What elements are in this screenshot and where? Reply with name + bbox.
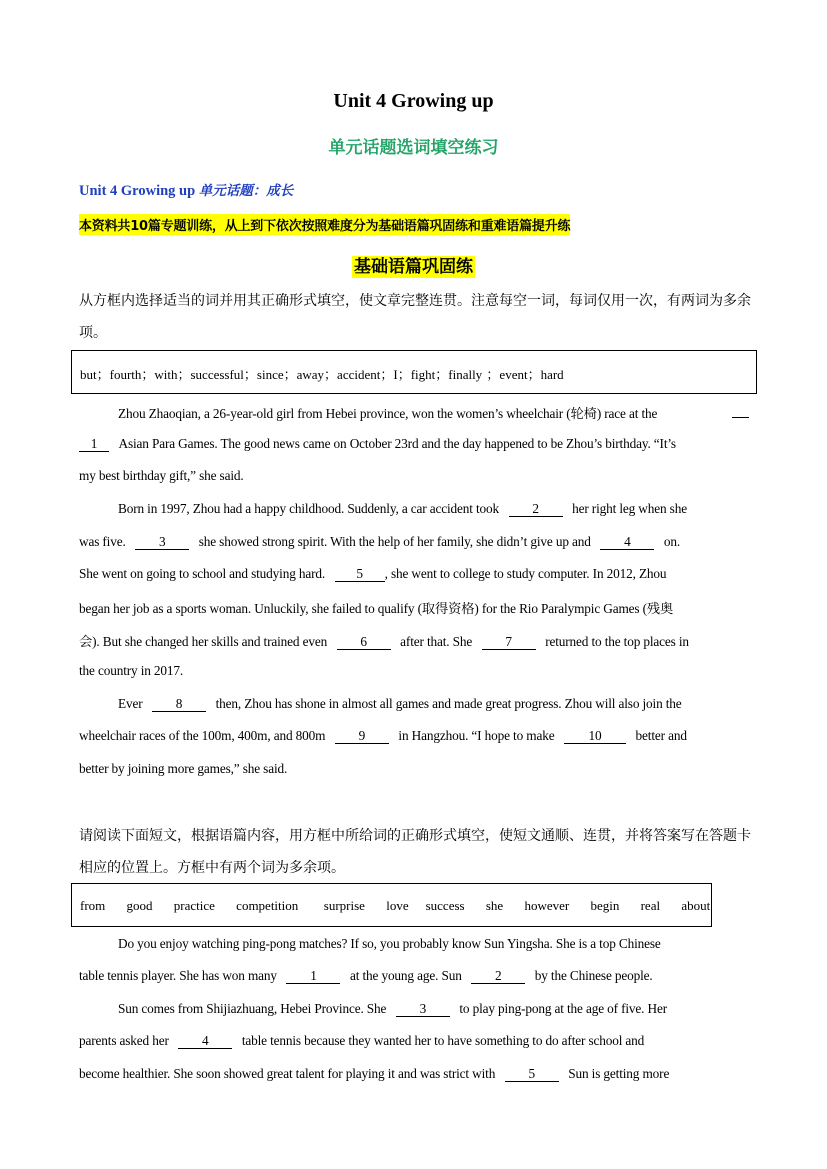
p2-blank-4[interactable]: 4 [178, 1034, 232, 1049]
blank-5[interactable]: 5 [335, 567, 385, 582]
document-subtitle: 单元话题选词填空练习 [328, 138, 499, 158]
p1-line-10: Ever 8 then, Zhou has shone in almost all games and made great progress. Zhou will also join the [118, 696, 682, 711]
unit-topic-cn: 单元话题：成长 [198, 183, 294, 199]
blank-2[interactable]: 2 [509, 502, 563, 517]
p1-line-9: the country in 2017. [79, 663, 184, 678]
blank-10[interactable]: 10 [564, 729, 626, 744]
p2-blank-2[interactable]: 2 [471, 969, 525, 984]
passage1-instruction: 从方框内选择适当的词并用其正确形式填空，使文章完整连贯。注意每空一词，每词仅用一次，有两词为多余项。 [79, 293, 751, 341]
blank-9[interactable]: 9 [335, 729, 389, 744]
p1-line-2: 1 Asian Para Games. The good news came on October 23rd and the day happened to be Zhou’s birthday. “It’s [79, 436, 676, 452]
word-real: real [640, 898, 661, 913]
word-practice: practice [173, 898, 215, 913]
passage2-word-box [71, 883, 712, 927]
word-from: from [80, 898, 106, 913]
p2-line-5: become healthier. She soon showed great talent for playing it and was strict with 5 Sun is getting more [79, 1066, 670, 1081]
word-good: good [126, 898, 153, 913]
p1-line-8: 会). But she changed her skills and trained even 6 after that. She 7 returned to the top places in [79, 634, 689, 649]
p1-line-4: Born in 1997, Zhou had a happy childhood. Suddenly, a car accident took 2 her right leg when she [118, 501, 687, 516]
passage1-word-box [71, 350, 757, 394]
p1-line-1: Zhou Zhaoqian, a 26-year-old girl from Hebei province, won the women’s wheelchair (轮椅) race at the [118, 406, 658, 421]
p2-line-4: parents asked her 4 table tennis because they wanted her to have something to do after school and [79, 1033, 645, 1048]
section-heading [0, 252, 827, 277]
word-success: success [425, 898, 465, 913]
blank-6[interactable]: 6 [337, 635, 391, 650]
p2-line-1: Do you enjoy watching ping-pong matches? If so, you probably know Sun Yingsha. She is a top Chinese [118, 936, 661, 951]
p2-blank-1[interactable]: 1 [286, 969, 340, 984]
p1-line-6: She went on going to school and studying hard. 5 , she went to college to study computer. In 2012, Zhou [79, 566, 667, 581]
p1-line-12: better by joining more games,” she said. [79, 761, 288, 776]
blank-1[interactable]: 1 [79, 437, 109, 452]
document-title: Unit 4 Growing up [333, 90, 494, 112]
p1-line-11: wheelchair races of the 100m, 400m, and 800m 9 in Hangzhou. “I hope to make 10 better and [79, 728, 687, 743]
p2-line-3: Sun comes from Shijiazhuang, Hebei Province. She 3 to play ping-pong at the age of five. Her [118, 1001, 667, 1016]
word-surprise: surprise [323, 898, 365, 913]
word-begin: begin [590, 898, 620, 913]
p1-line-3: my best birthday gift,” she said. [79, 468, 244, 483]
unit-topic-line [79, 179, 293, 200]
p2-blank-5[interactable]: 5 [505, 1067, 559, 1082]
word-about: about [681, 898, 711, 913]
section-heading-label: 基础语篇巩固练 [354, 257, 473, 277]
p1-line-1-lead [732, 402, 749, 418]
p2-blank-3[interactable]: 3 [396, 1002, 450, 1017]
p2-line-2: table tennis player. She has won many 1 at the young age. Sun 2 by the Chinese people. [79, 968, 653, 983]
passage2-instruction: 请阅读下面短文，根据语篇内容，用方框中所给词的正确形式填空，使短文通顺、连贯，并将答案写在答题卡相应的位置上。方框中有两个词为多余项。 [79, 828, 751, 876]
unit-topic-en: Unit 4 Growing up [79, 183, 199, 199]
word-competition: competition [236, 898, 299, 913]
passage1-word-list: but；fourth；with；successful；since；away；accident；I；fight；finally ；event；hard [80, 367, 564, 382]
notice-banner: 本资料共10篇专题训练，从上到下依次按照难度分为基础语篇巩固练和重难语篇提升练 [79, 214, 570, 235]
word-love: love [386, 898, 409, 913]
blank-3[interactable]: 3 [135, 535, 189, 550]
word-she: she [485, 898, 504, 913]
blank-4[interactable]: 4 [600, 535, 654, 550]
passage2-word-list [80, 898, 710, 914]
p1-line-5: was five. 3 she showed strong spirit. With the help of her family, she didn’t give up and 4 on. [79, 534, 681, 549]
p1-line-7: began her job as a sports woman. Unluckily, she failed to qualify (取得资格) for the Rio Paralympic Games (残奥 [79, 601, 674, 616]
blank-7[interactable]: 7 [482, 635, 536, 650]
blank-8[interactable]: 8 [152, 697, 206, 712]
word-however: however [524, 898, 570, 913]
